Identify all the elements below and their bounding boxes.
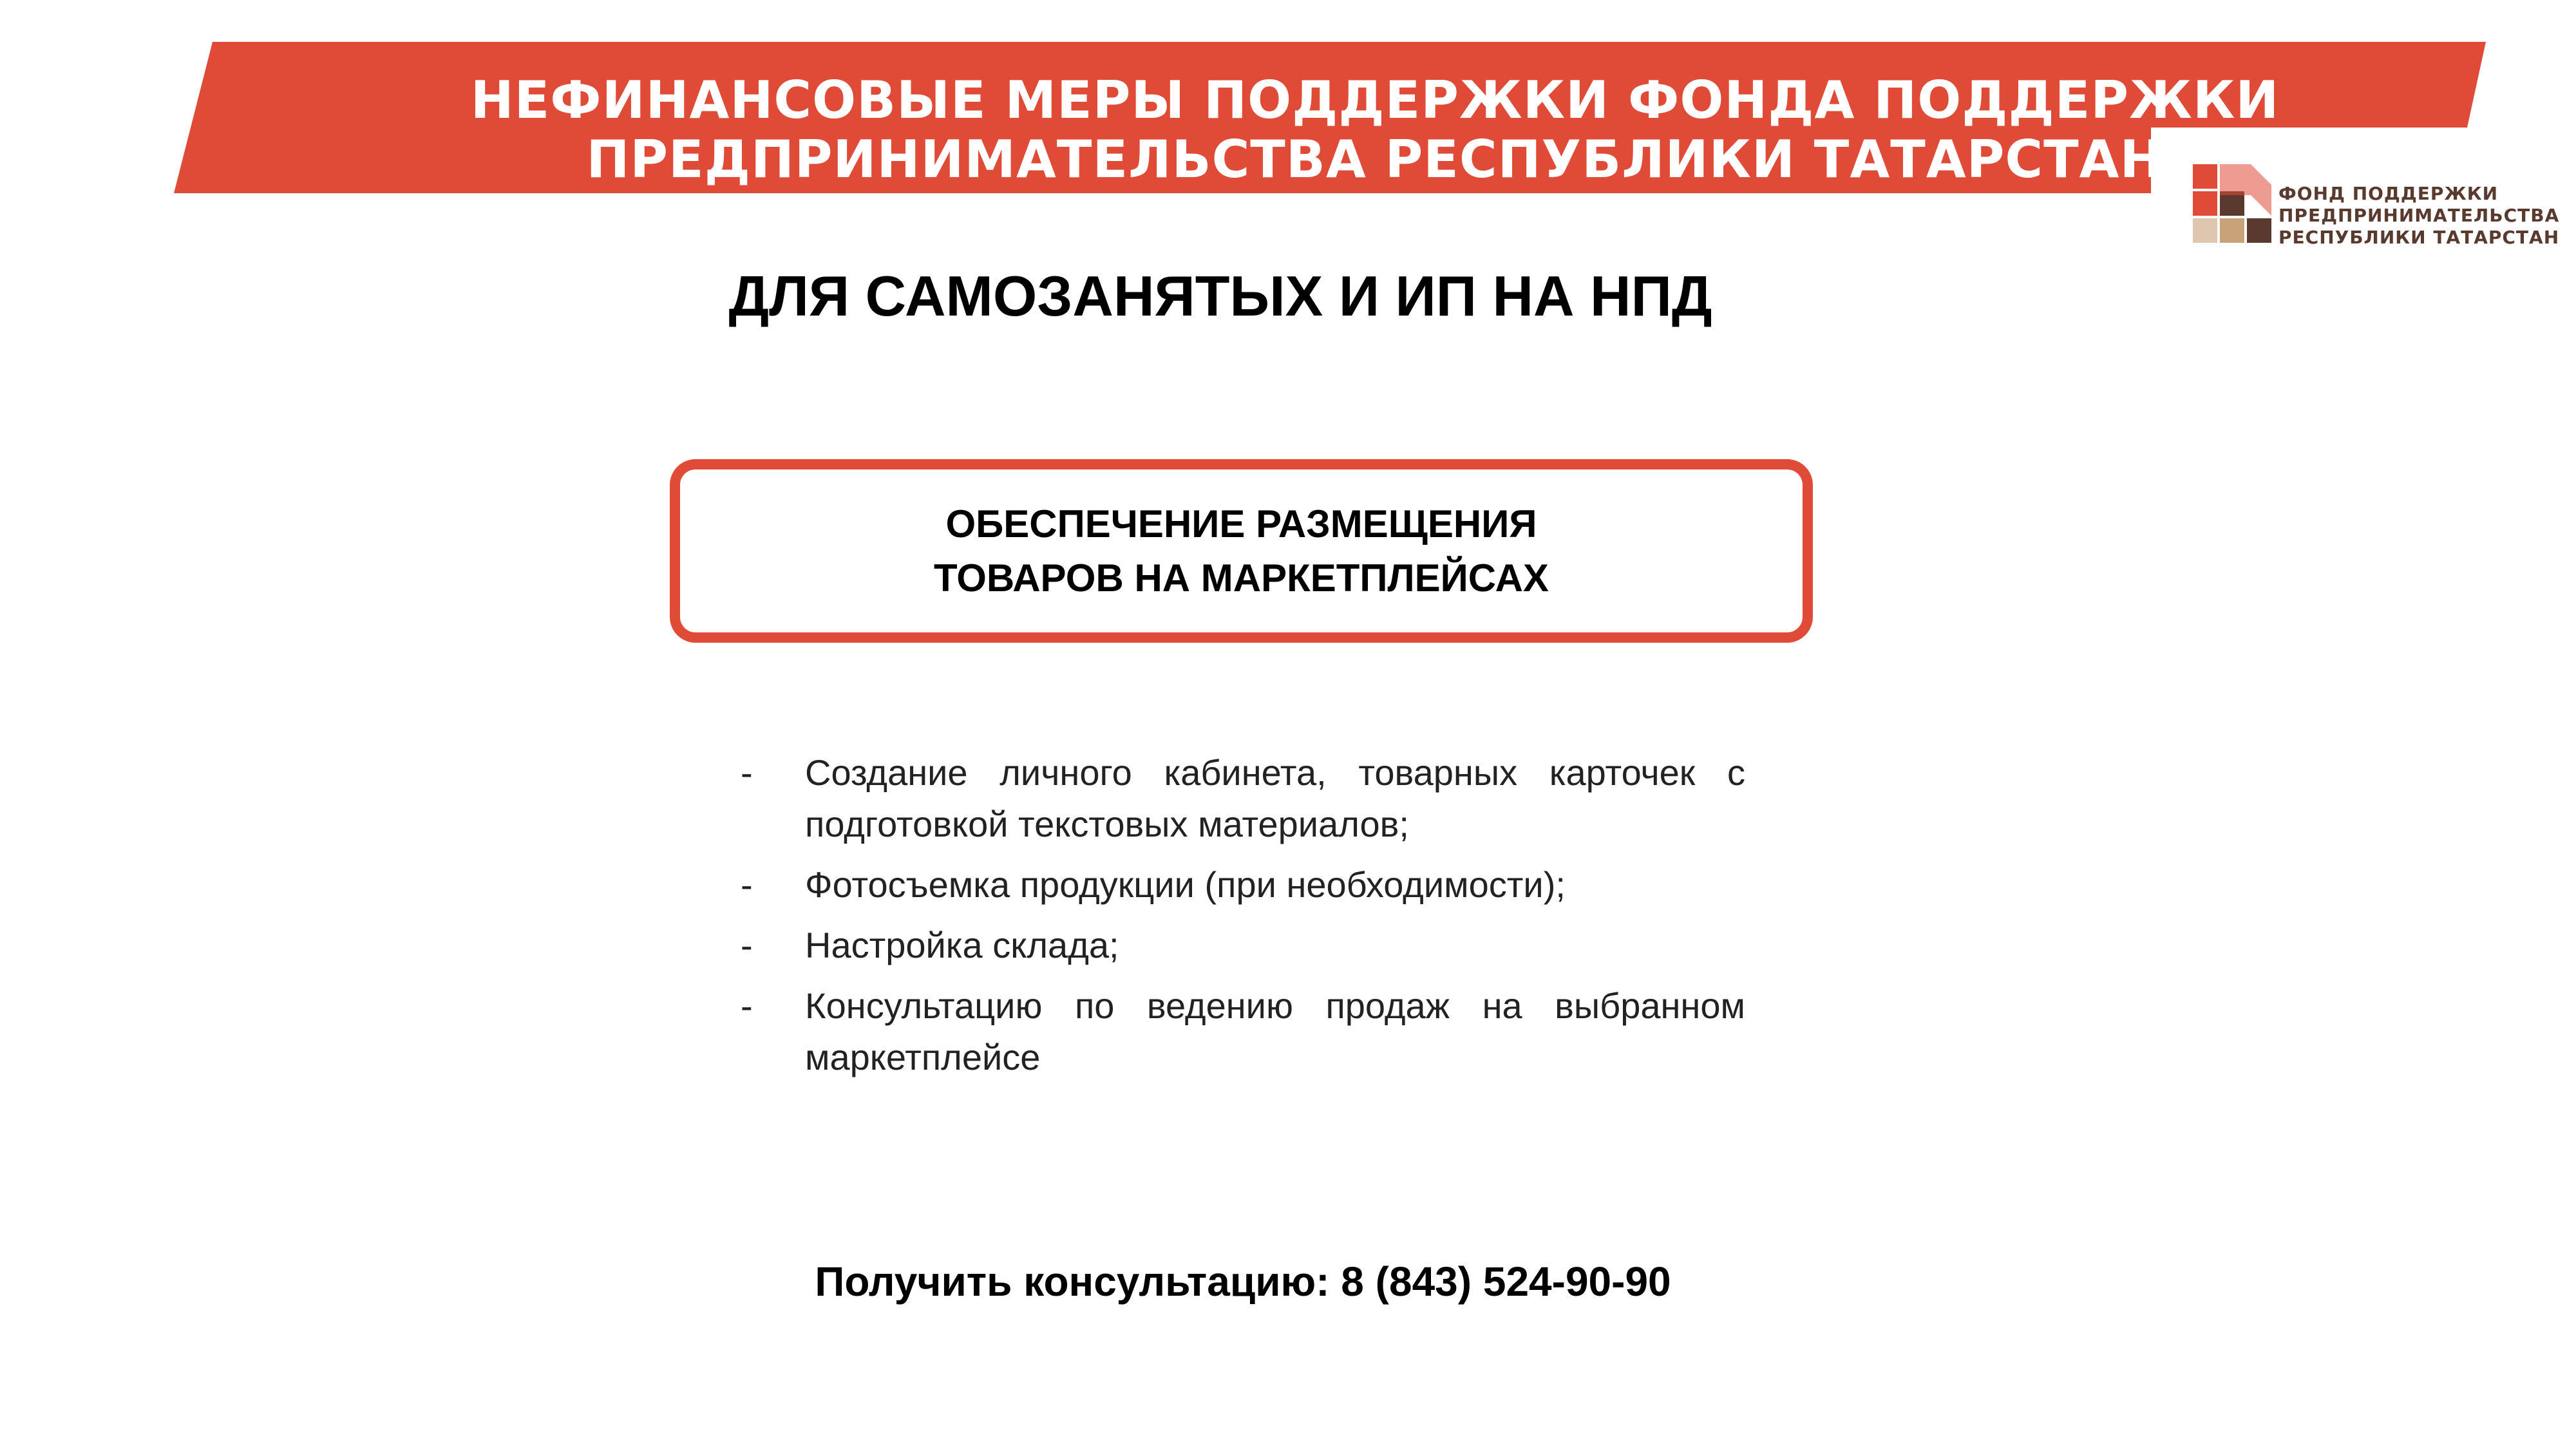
page-title <box>386 71 2363 189</box>
fund-logo-line-1: ФОНД ПОДДЕРЖКИ <box>2278 183 2499 204</box>
bullet-dash: - <box>741 985 753 1026</box>
list-item <box>741 920 1745 971</box>
bullet-dash: - <box>741 752 753 793</box>
list-item <box>741 859 1745 911</box>
list-item <box>741 747 1745 850</box>
service-card <box>670 459 1813 643</box>
page-title-line-2: ПРЕДПРИНИМАТЕЛЬСТВА РЕСПУБЛИКИ ТАТАРСТАН <box>586 129 2164 189</box>
list-item <box>741 980 1745 1083</box>
page-title-line-1: НЕФИНАНСОВЫЕ МЕРЫ ПОДДЕРЖКИ ФОНДА ПОДДЕРЖКИ <box>470 70 2280 130</box>
services-list <box>741 747 1745 1092</box>
service-card-line-1: ОБЕСПЕЧЕНИЕ РАЗМЕЩЕНИЯ <box>945 502 1537 545</box>
bullet-dash: - <box>741 925 753 965</box>
list-item-text: Фотосъемка продукции (при необходимости); <box>805 864 1566 905</box>
service-card-title <box>934 497 1549 605</box>
bullet-dash: - <box>741 864 753 905</box>
list-item-text: Создание личного кабинета, товарных карточек с подготовкой текстовых материалов; <box>805 752 1745 844</box>
audience-subtitle: ДЛЯ САМОЗАНЯТЫХ И ИП НА НПД <box>728 264 1712 328</box>
service-card-line-2: ТОВАРОВ НА МАРКЕТПЛЕЙСАХ <box>934 556 1549 600</box>
fund-logo-line-2: ПРЕДПРИНИМАТЕЛЬСТВА <box>2278 205 2560 226</box>
fund-logo-text <box>2278 183 2559 249</box>
contact-phone: Получить консультацию: 8 (843) 524-90-90 <box>815 1258 1671 1305</box>
list-item-text: Консультацию по ведению продаж на выбранном маркетплейсе <box>805 985 1745 1077</box>
fund-logo-line-3: РЕСПУБЛИКИ ТАТАРСТАН <box>2278 227 2560 248</box>
list-item-text: Настройка склада; <box>805 925 1119 965</box>
